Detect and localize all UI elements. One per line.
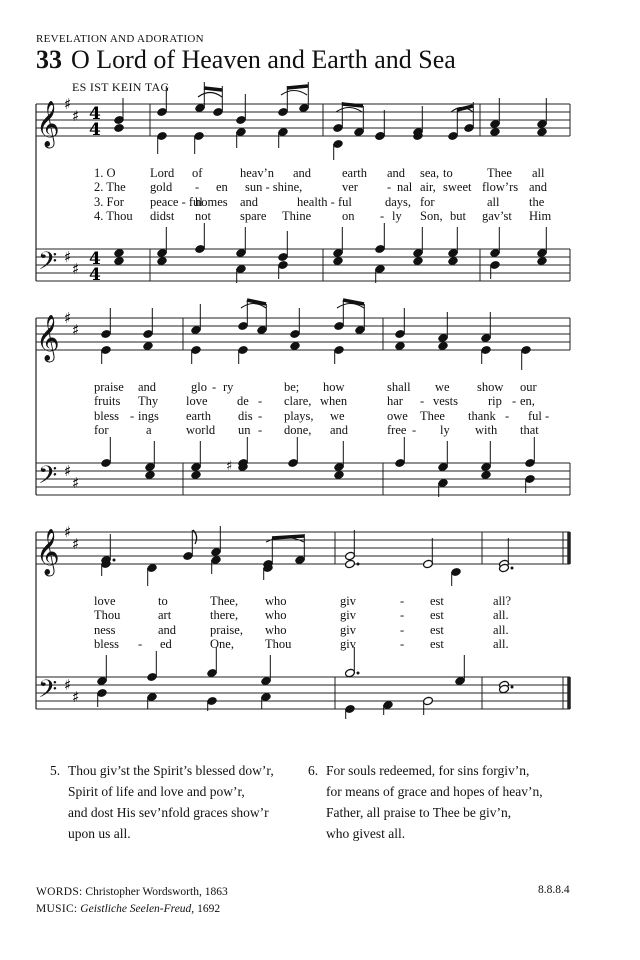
verse-line: upon us all. [68,826,131,841]
lyric-syllable: ver [342,180,358,195]
lyric-syllable: bless [94,408,119,423]
lyric-syllable: - [138,636,143,651]
lyric-syllable: ed [160,636,172,651]
lyric-syllable: all. [493,636,509,651]
treble-clef: 𝄞 [36,315,60,361]
hymn-number: 33 [36,45,62,74]
lyric-syllable: for [94,422,109,437]
note-head [345,559,356,569]
meter: 8.8.8.4 [538,884,570,896]
lyric-syllable: and [293,166,312,180]
lyric-syllable: dis [238,408,253,423]
lyric-syllable: nal [397,180,413,195]
sharp-sign: ♯ [72,474,80,492]
lyric-syllable: Lord [150,166,175,180]
sharp-sign: ♯ [72,688,80,706]
dot [357,672,360,675]
lyric-syllable: shall [387,380,411,394]
lyric-syllable: - [400,594,405,608]
note-head [143,341,154,351]
lyric-syllable: world [186,422,216,437]
lyric-syllable: there, [210,608,239,623]
lyric-syllable: giv [340,594,356,608]
note-head [157,256,168,266]
lyric-syllable: praise, [210,622,243,637]
lyric-syllable: 3. For [94,194,124,209]
lyric-syllable: est [430,622,444,637]
lyric-syllable: free [387,422,407,437]
lyric-syllable: Son, [420,208,443,223]
lyric-syllable: de [237,394,249,409]
dot [511,567,514,570]
verse-line: Spirit of life and love and pow’r, [68,784,245,799]
lyric-syllable: not [195,208,211,223]
bass-clef: 𝄢 [38,461,58,496]
verse-line: Father, all praise to Thee be giv’n, [326,805,512,820]
note-head [395,341,406,351]
note-head [145,470,156,480]
lyric-syllable: rip [488,394,502,409]
lyric-syllable: ness [94,622,116,637]
note-head [537,127,548,137]
time-sig-top: 4 [89,104,101,124]
lyric-syllable: - [420,394,425,409]
sharp-sign: ♯ [64,309,72,327]
lyric-syllable: giv [340,608,356,623]
lyric-syllable: - [212,380,217,394]
words-credit [36,884,228,901]
note-head [490,127,501,137]
slur [281,91,307,96]
lyric-syllable: who [265,622,287,637]
sharp-sign: ♯ [64,462,72,480]
lyric-syllable: Thou [94,608,121,623]
sharp-sign: ♯ [226,459,233,474]
note-head [114,248,125,258]
lyric-syllable: - [400,608,405,623]
credits [36,884,228,918]
sharp-sign: ♯ [64,95,72,113]
lyric-syllable: Thee, [210,594,239,608]
lyric-syllable: Him [529,208,552,223]
note-head [334,470,345,480]
verse-line: and dost His sev’nfold graces show’r [68,805,269,820]
lyric-syllable: vests [433,394,458,409]
treble-clef: 𝄞 [36,101,60,147]
lyric-syllable: and [138,380,157,394]
lyric-syllable: 4. Thou [94,208,133,223]
verse-line: for means of grace and hopes of heav’n, [326,784,543,799]
lyric-syllable: - [412,422,417,437]
lyric-syllable: spare [240,208,267,223]
lyric-syllable: sweet [443,180,472,195]
lyric-syllable: and [330,422,349,437]
lyric-syllable: a [146,422,152,437]
lyric-syllable: heav’n [240,166,275,180]
lyric-syllable: love [186,394,208,409]
bass-clef: 𝄢 [38,675,58,710]
sharp-sign: ♯ [72,535,80,553]
treble-clef: 𝄞 [36,529,60,575]
note-head [114,256,125,266]
lyric-syllable: who [265,608,287,623]
lyric-syllable: all [487,194,500,209]
lyric-syllable: be; [284,380,300,394]
lyric-syllable: - [130,408,135,423]
lyric-syllable: est [430,608,444,623]
lyric-syllable: plays, [284,408,314,423]
lyric-syllable: our [520,380,537,394]
dot [357,563,360,566]
lyric-syllable: owe [387,408,408,423]
lyric-syllable: - [258,408,263,423]
tune-name: ES IST KEIN TAG [72,80,170,94]
lyric-syllable: earth [342,166,367,180]
lyric-syllable: ful [528,408,542,423]
slur [198,93,222,98]
lyric-syllable: love [94,594,116,608]
note-head [481,470,492,480]
lyric-syllable: - [380,208,385,223]
time-sig-top: 4 [89,249,101,269]
lyric-syllable: art [158,608,172,623]
music-credit [36,901,228,918]
lyric-syllable: we [330,408,345,423]
music-year: 1692 [197,903,221,915]
lyric-syllable: har [387,394,403,409]
lyric-syllable: earth [186,408,211,423]
lyric-syllable: all [532,166,545,180]
sharp-sign: ♯ [64,676,72,694]
lyric-syllable: Thee [487,166,512,180]
lyric-syllable: when [320,394,348,409]
section-heading: REVELATION AND ADORATION [36,33,204,45]
lyric-syllable: bless [94,636,119,651]
dot [511,686,514,689]
lyric-syllable: all? [493,594,512,608]
note-head [413,256,424,266]
lyric-syllable: ly [392,208,402,223]
lyric-syllable: done, [284,422,312,437]
note-head [537,256,548,266]
time-sig-bottom: 4 [89,265,101,285]
lyric-syllable: and [387,166,406,180]
lyric-syllable: un [238,422,251,437]
note-head [290,341,301,351]
lyric-syllable: and [240,194,259,209]
lyric-syllable: en [216,180,228,195]
bass-clef: 𝄢 [38,247,58,282]
lyric-syllable: all. [493,622,509,637]
lyric-syllable: sea, [420,166,440,180]
lyric-syllable: to [158,594,168,608]
lyric-syllable: show [477,380,504,394]
lyric-syllable: Thine [282,208,312,223]
lyric-syllable: gold [150,180,173,195]
lyric-syllable: and [158,622,177,637]
slur [336,108,362,113]
music-source: Geistliche Seelen-Freud, [80,903,195,915]
lyric-syllable: the [529,194,545,209]
note-head [191,470,202,480]
lyric-syllable: flow’rs [482,180,519,195]
lyric-syllable: on [342,208,355,223]
verse-line: For souls redeemed, for sins forgiv’n, [326,763,530,778]
verse-line: Thou giv’st the Spirit’s blessed dow’r, [68,763,274,778]
note-head [448,256,459,266]
lyric-syllable: Thou [265,636,292,651]
verse-number: 5. [50,763,61,778]
lyric-syllable: en, [520,394,535,409]
lyric-syllable: 2. The [94,180,126,195]
lyric-syllable: sun - shine, [245,180,303,195]
sharp-sign: ♯ [64,523,72,541]
lyric-syllable: thank [468,408,496,423]
lyric-syllable: fruits [94,394,121,409]
sharp-sign: ♯ [64,248,72,266]
lyric-syllable: One, [210,636,234,651]
lyric-syllable: - [512,394,517,409]
sharp-sign: ♯ [72,321,80,339]
lyric-syllable: giv [340,622,356,637]
lyric-syllable: all. [493,608,509,623]
lyric-syllable: who [265,594,287,608]
lyric-syllable: days, [385,194,412,209]
beam [287,86,308,88]
lyric-syllable: 1. O [94,166,116,180]
time-sig-bottom: 4 [89,120,101,140]
lyric-syllable: clare, [284,394,312,409]
lyric-syllable: gav’st [482,208,512,223]
verse-line: who givest all. [326,826,406,841]
lyric-syllable: praise [94,380,124,394]
lyric-syllable: - [195,180,200,195]
words-label: WORDS: [36,886,83,898]
verse-number: 6. [308,763,319,778]
lyric-syllable: - [258,422,263,437]
note-head [333,256,344,266]
verse-6 [308,760,588,850]
lyric-syllable: - [545,408,550,423]
sharp-sign: ♯ [72,107,80,125]
note-head [438,341,449,351]
lyric-syllable: ry [223,380,234,394]
dot [113,559,116,562]
lyric-syllable: - [400,622,405,637]
lyric-syllable: ings [138,408,159,423]
lyric-syllable: homes [195,194,228,209]
lyric-syllable: ly [440,422,450,437]
lyric-syllable: air, [420,180,436,195]
lyric-syllable: to [443,166,453,180]
beam [342,104,363,106]
lyric-syllable: for [420,194,435,209]
lyric-syllable: est [430,594,444,608]
lyric-syllable: - [387,180,392,195]
lyric-syllable: how [323,380,345,394]
lyric-syllable: - [258,394,263,409]
beam [204,88,222,90]
lyric-syllable: Thy [138,394,159,409]
lyric-syllable: and [529,180,548,195]
note-head [114,123,125,133]
lyric-syllable: giv [340,636,356,651]
lyric-syllable: health - ful [297,194,352,209]
sharp-sign: ♯ [72,260,80,278]
lyric-syllable: that [520,422,539,437]
verse-5 [50,760,300,850]
hymn-title: O Lord of Heaven and Earth and Sea [71,45,456,74]
music-label: MUSIC: [36,903,78,915]
lyric-syllable: with [475,422,498,437]
lyric-syllable: - [505,408,510,423]
lyric-syllable: we [435,380,450,394]
lyric-syllable: didst [150,208,175,223]
lyric-syllable: of [192,166,203,180]
lyric-syllable: but [450,208,466,223]
lyric-syllable: glo [191,380,207,394]
words-author: Christopher Wordsworth, 1863 [85,886,228,898]
lyric-syllable: peace - ful [150,194,203,209]
lyric-syllable: est [430,636,444,651]
lyric-syllable: Thee [420,408,445,423]
lyric-syllable: - [400,636,405,651]
